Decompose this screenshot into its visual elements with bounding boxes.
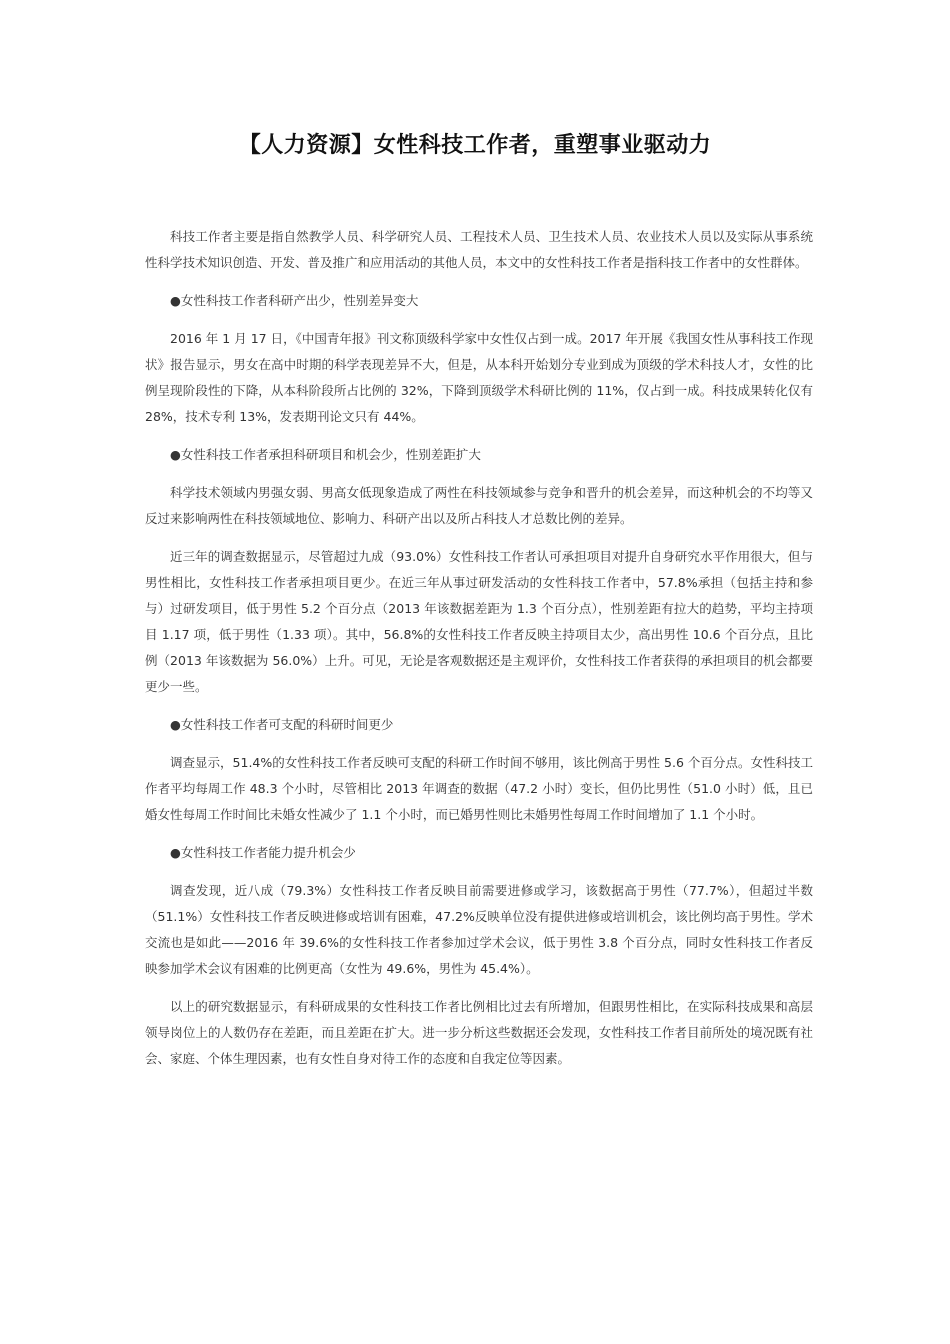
section-paragraph: 2016 年 1 月 17 日，《中国青年报》刊文称顶级科学家中女性仅占到一成。2017 年开展《我国女性从事科技工作现状》报告显示，男女在高中时期的科学表现差异不大，但是，从本科开始划分专业到成为顶级的学术科技人才，女性的比例呈现阶段性的下降，从本科阶段所占比例的 32%，下降到顶级学术科研比例的 11%，仅占到一成。科技成果转化仅有 28%，技术专利 13%，发表期刊论文只有 44%。	[145, 331, 813, 424]
section-heading-research-output: ●女性科技工作者科研产出少，性别差异变大	[170, 293, 419, 308]
section-paragraph: 调查发现，近八成（79.3%）女性科技工作者反映目前需要进修或学习，该数据高于男性（77.7%），但超过半数（51.1%）女性科技工作者反映进修或培训有困难，47.2%反映单位没有提供进修或培训机会，该比例均高于男性。学术交流也是如此——2016 年 39.6%的女性科技工作者参加过学术会议，低于男性 3.8 个百分点，同时女性科技工作者反映参加学术会议有困难的比例更高（女性为 49.6%，男性为 45.4%）。	[145, 883, 813, 976]
section-heading-research-time: ●女性科技工作者可支配的科研时间更少	[170, 717, 394, 732]
intro-paragraph: 科技工作者主要是指自然教学人员、科学研究人员、工程技术人员、卫生技术人员、农业技术人员以及实际从事系统性科学技术知识创造、开发、普及推广和应用活动的其他人员，本文中的女性科技工作者是指科技工作者中的女性群体。	[145, 229, 813, 270]
section-heading-project-opportunity: ●女性科技工作者承担科研项目和机会少，性别差距扩大	[170, 447, 481, 462]
document-body	[145, 224, 813, 1084]
section-paragraph: 近三年的调查数据显示，尽管超过九成（93.0%）女性科技工作者认可承担项目对提升自身研究水平作用很大，但与男性相比，女性科技工作者承担项目更少。在近三年从事过研发活动的女性科技工作者中，57.8%承担（包括主持和参与）过研发项目，低于男性 5.2 个百分点（2013 年该数据差距为 1.3 个百分点），性别差距有拉大的趋势，平均主持项目 1.17 项，低于男性（1.33 项）。其中，56.8%的女性科技工作者反映主持项目太少，高出男性 10.6 个百分点，且比例（2013 年该数据为 56.0%）上升。可见，无论是客观数据还是主观评价，女性科技工作者获得的承担项目的机会都要更少一些。	[145, 549, 813, 694]
conclusion-paragraph: 以上的研究数据显示，有科研成果的女性科技工作者比例相比过去有所增加，但跟男性相比，在实际科技成果和高层领导岗位上的人数仍存在差距，而且差距在扩大。进一步分析这些数据还会发现，女性科技工作者目前所处的境况既有社会、家庭、个体生理因素，也有女性自身对待工作的态度和自我定位等因素。	[145, 999, 813, 1066]
section-paragraph: 调查显示，51.4%的女性科技工作者反映可支配的科研工作时间不够用，该比例高于男性 5.6 个百分点。女性科技工作者平均每周工作 48.3 个小时，尽管相比 2013 年调查的数据（47.2 小时）变长，但仍比男性（51.0 小时）低，且已婚女性每周工作时间比未婚女性减少了 1.1 个小时，而已婚男性则比未婚男性每周工作时间增加了 1.1 个小时。	[145, 755, 813, 822]
document-title: 【人力资源】女性科技工作者，重塑事业驱动力	[238, 133, 712, 158]
section-paragraph: 科学技术领域内男强女弱、男高女低现象造成了两性在科技领域参与竞争和晋升的机会差异，而这种机会的不均等又反过来影响两性在科技领域地位、影响力、科研产出以及所占科技人才总数比例的差异。	[145, 485, 813, 526]
section-heading-capability-growth: ●女性科技工作者能力提升机会少	[170, 845, 356, 860]
